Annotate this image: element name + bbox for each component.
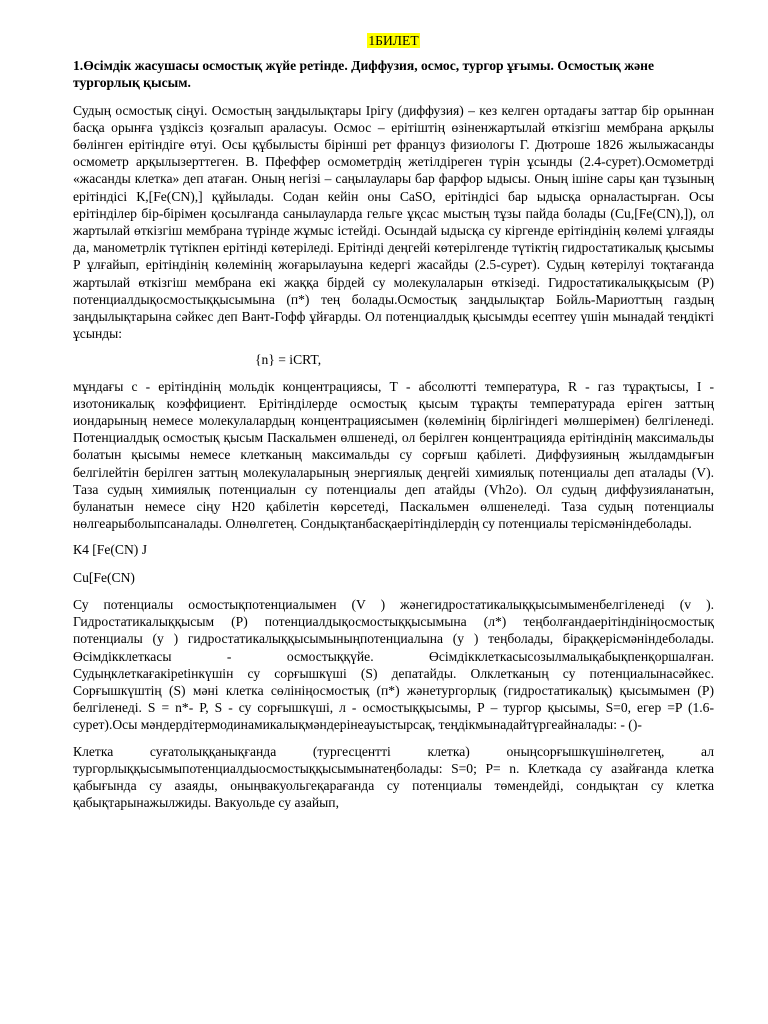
formula: {n} = iCRT,: [255, 352, 322, 368]
chemical-formula-2: Cu[Fe(CN): [73, 569, 135, 585]
document-page: [73, 32, 714, 820]
paragraph-1: Судың осмостық сіңуі. Осмостың заңдылықтары Ірігу (диффузия) – кез келген ортадағы заттар бір орыннан басқа орынға үздіксіз қозғалып араласуы. Осмос – ерітіштің өзіненжартылай өткізгіш мембрана арқылы бөлінген ерітіндіге өтуі. Осы құбылысты бірінші рет француз физиологы Г. Дютроше 1826 жылыжасанды осмометр арқылызерттеген. В. Пфеффер осмометрдің жетілдіреген түрін ұсынды (2.4-сурет).Осмометрді «жасанды клетка» деп атаған. Оның негізі – саңылаулары бар фарфор ыдысы. Оның ішіне сары қан тұзының ерітіндісі К,[Fe(CN),] құйылады. Содан кейін оны CaSO, ерітіндісі бар ыдысқа орналастырған. Осы ерітінділер бір-бірімен қосылғанда санылауларда гельге ұқсас мыстың тұзы пайда болады (Cu,[Fe(CN),]), ол жартылай өткізгіш мембрана түрінде жұмыс істейді. Осындай ыдысқа су кіргенде ерітіндінің көлемі ұлғаяды да, манометрлік түтікпен ерітінді көтеріледі. Ерітінді деңгейі көтерілгенде түтіктің гидростатикалық қысымы Р ұлғайып, ерітіндінің көлемінің жоғарылауына кедергі жасайды (2.5-сурет). Судың көтерілуі тоқтағанда жартылай өткізгіш мембрана екі жаққа бірдей су молекулаларын өткізеді. Гидростатикалыққысым (Р) потенциалдықосмостыққысымына (п*) тең болады.Осмостық заңдылықтар Бойль-Мариоттың газдың заңдылықтарына сәйкес деп Вант-Гофф ұйғарды. Ол потенциалдық қысымды есептеу үшін мынадай теңдікті ұсынды:: [73, 102, 714, 342]
paragraph-4: Клетка суғатолыққанықғанда (тургесцентті клетка) оныңсорғышкүшінөлгетең, ал тургорлыққысымыпотенциалдыосмостыққысымынатеңболады: S=0; P= n. Клеткада су азайғанда клетка қабығында су азаяды, оныңвакуольгеқарағанда су потенциалы төмендейді, сондықтан су клетка қабықтарынажылжиды. Вакуольде су азайып,: [73, 743, 714, 811]
paragraph-2: мұндағы с - ерітіндінің мольдік концентрациясы, Т - абсолютті температура, R - газ тұрақтысы, I - изотоникалық коэффициент. Ерітінділерде осмостық қысым тұрақты температурада еріген заттың иондарының немесе молекулалардың концентрациясымен (көлемінің бірлігіндегі мөлшерімен) белгіленеді. Потенциалдық осмостық қысым Паскальмен өлшенеді, ол берілген концентрацияда ерітіндінің максимальды болатын қысымы немесе клетканың максимальды су сорғыш қабілеті. Диффузияның жылдамдығын белгілейтін берілген заттың молекулаларының энергиялық деңгейі химиялық потенциалы деп аталады (V). Таза судың химиялық потенциалын су потенциалы деп атайды (Vh2o). Ол судың диффузияланатын, буланатын немесе сіңу Н20 қабілетін көрсетеді, Паскальмен өлшенеледі. Таза судың потенциалы нөлгеарыболыпсаналады. Олнөлгетең. Сондықтанбасқаерітінділердің су потенциалы терісмәніндеболады.: [73, 378, 714, 532]
ticket-title: 1БИЛЕТ: [368, 33, 419, 48]
chemical-formula-1: К4 [Fe(CN) J: [73, 542, 148, 558]
question-heading: 1.Өсімдік жасушасы осмостық жүйе ретінде. Диффузия, осмос, тургор ұғымы. Осмостық және тургорлық қысым.: [73, 58, 655, 91]
title-row: [73, 32, 714, 49]
paragraph-3: Су потенциалы осмостықпотенциалымен (V ) жәнегидростатикалыққысымыменбелгіленеді (v ). Гидростатикалыққысым (Р) потенциалдықосмостыққысымына (л*) теңболғандаерітіндініңосмостық потенциалы (у ) гидростатикалыққысымыныңпотенциалына (у ) теңболады, біраққерісмәніндеболады. Өсімдікклеткасы - осмостыққүйе. Өсімдікклеткасысозылмалықабықпенқоршалған. Судыңклеткағакірetінкүшін су сорғышкүші (S) депатайды. Олклетканың су потенциалынасәйкес. Сорғышкүштің (S) мәні клетка сөлініңосмостық (п*) жәнетургорлық (гидростатикалық) қысымымен (Р) белгіленеді. S = n*- P, S - су сорғышкүші, л - осмостыққысымы, Р – тургор қысымы, S=0, егер =P (1.6-сурет).Осы мәндердітермодинамикалықмәндерінеауыстырсақ, теңдікмынадайтүргеайналады: - ()-: [73, 596, 714, 733]
